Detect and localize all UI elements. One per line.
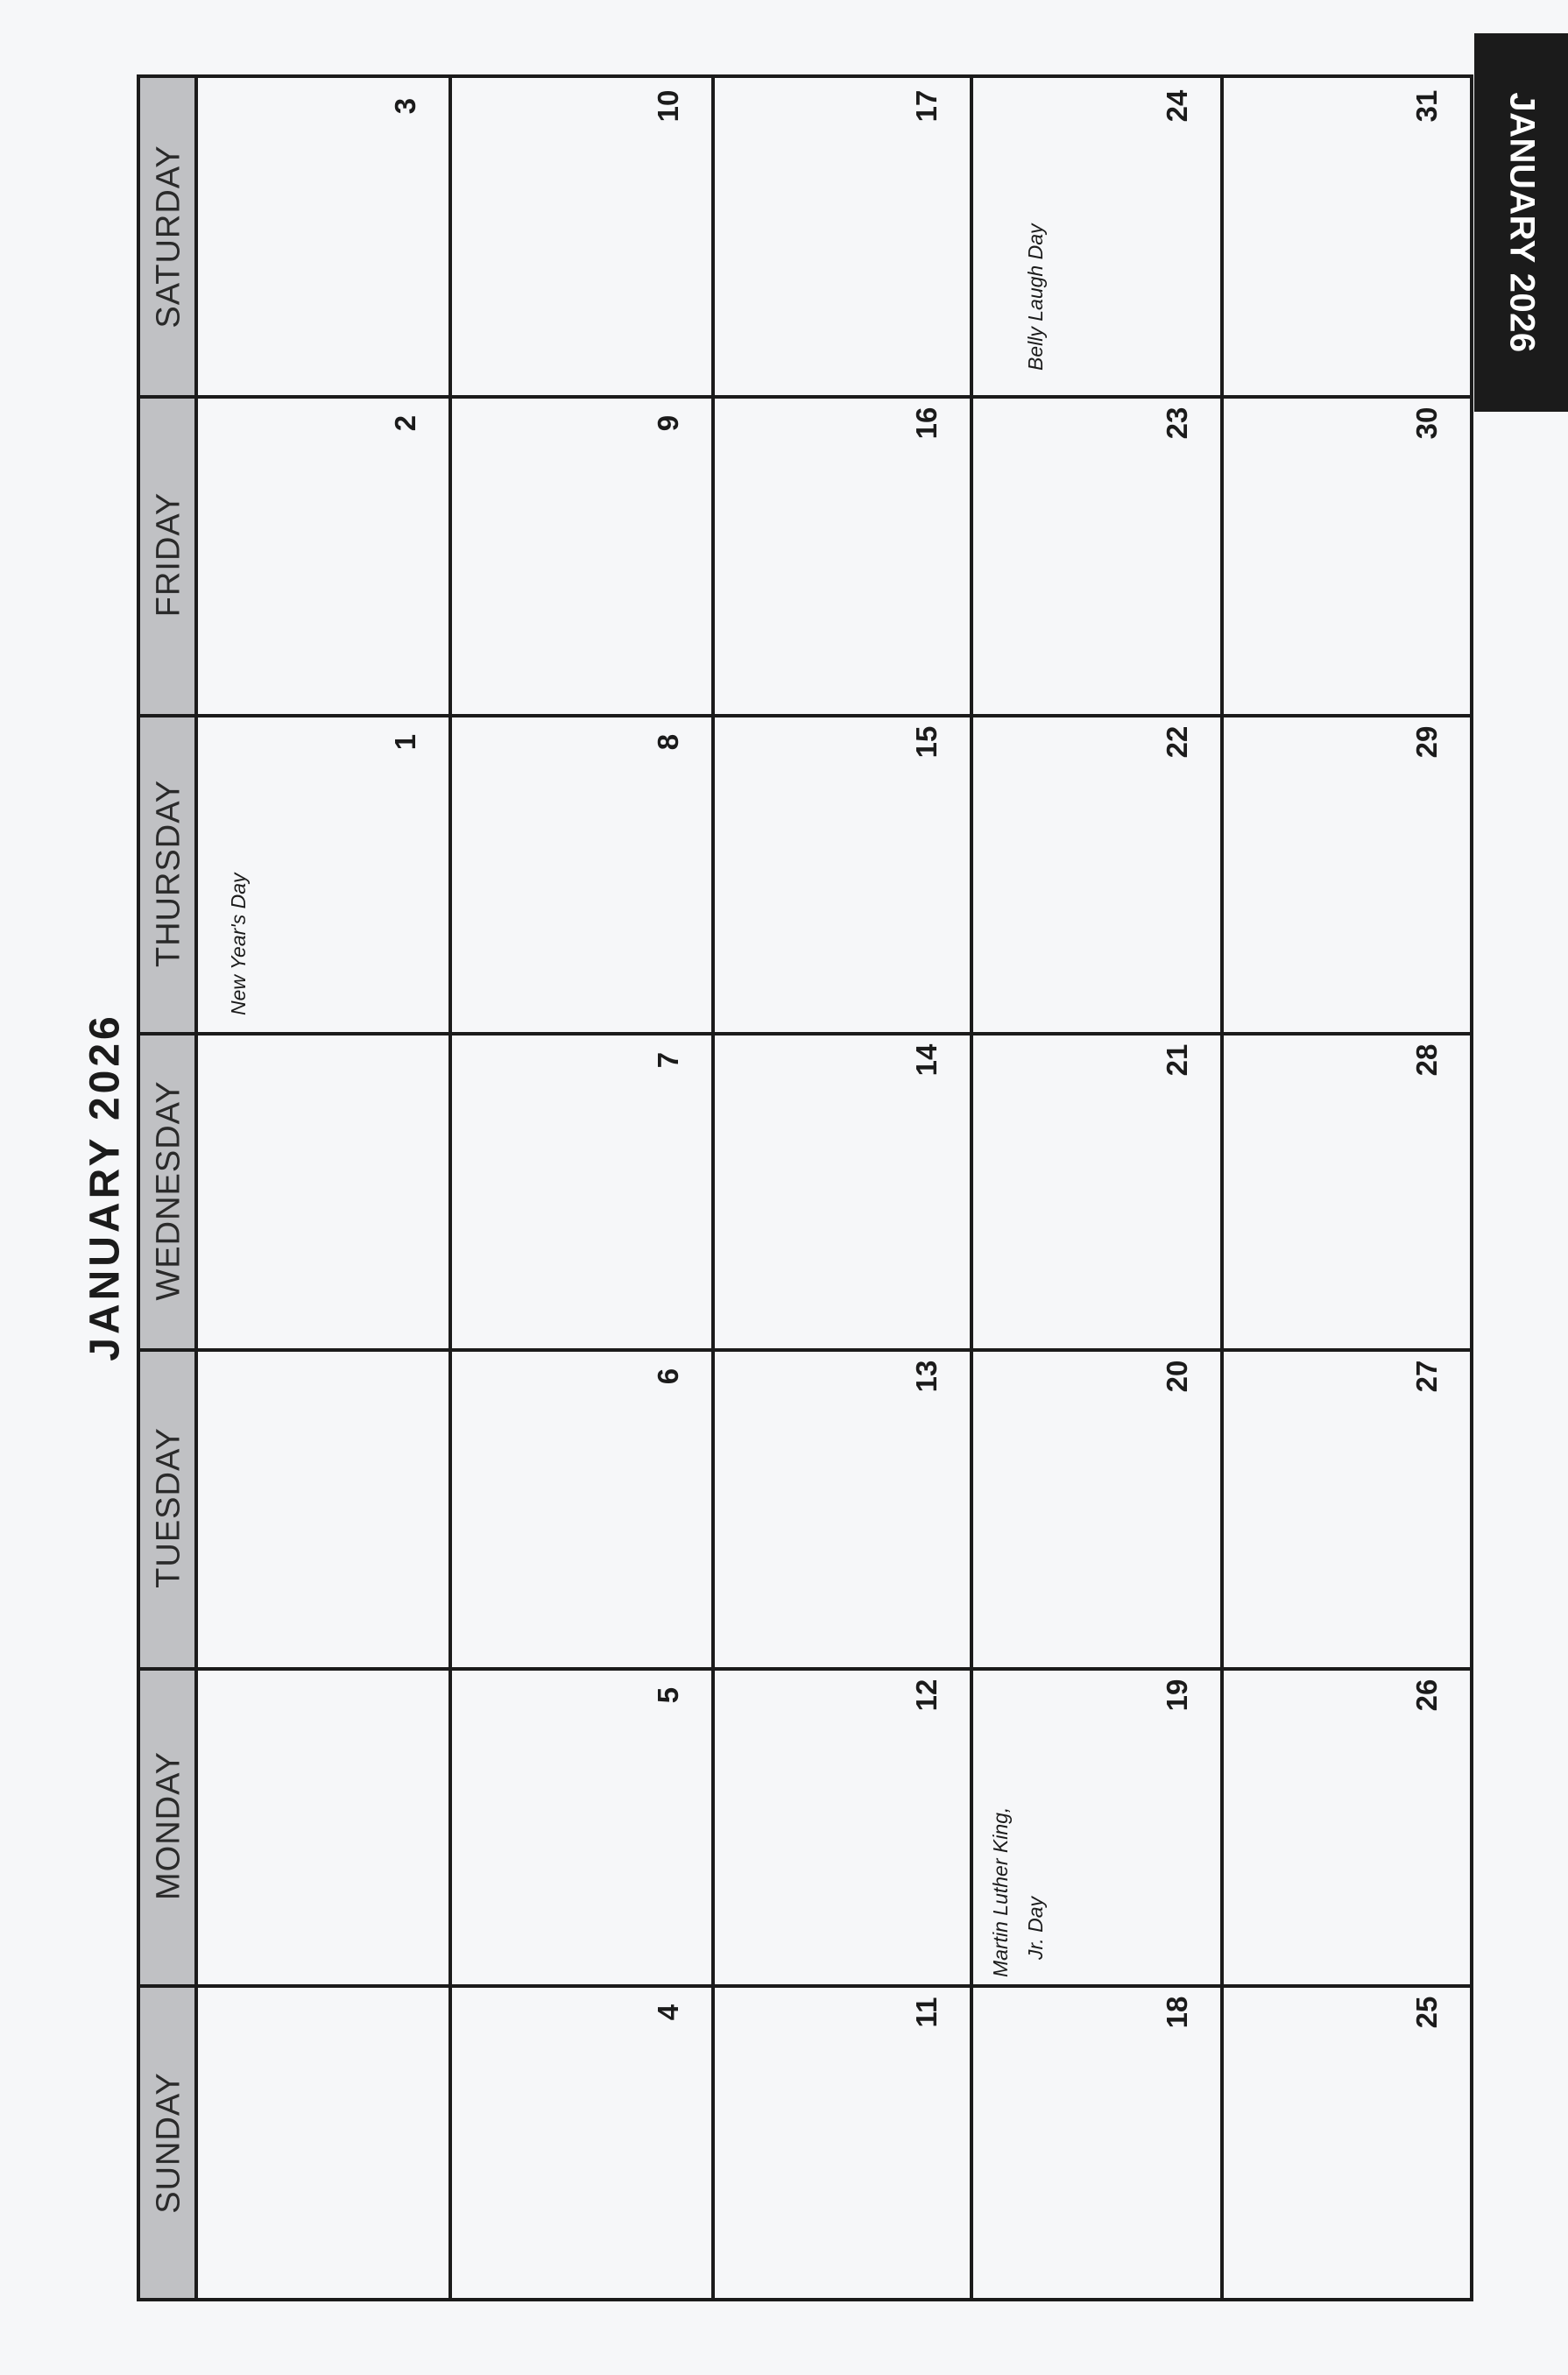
holiday-new-years-day: New Year's Day (227, 873, 250, 1015)
holiday-mlk-day-line1: Martin Luther King, (989, 1806, 1012, 1977)
day-cell-week3-saturday (715, 81, 970, 395)
day-cell-week1-friday (201, 399, 449, 714)
weekday-header-saturday: SATURDAY (150, 145, 187, 329)
weekday-header-friday: FRIDAY (150, 491, 187, 618)
day-cell-week5-sunday (1224, 1988, 1470, 2298)
day-number: 7 (652, 1051, 684, 1069)
day-cell-week2-thursday (452, 717, 711, 1032)
day-number: 16 (910, 406, 943, 440)
day-cell-week1-tuesday (201, 1352, 449, 1667)
day-cell-week4-thursday (973, 717, 1220, 1032)
day-cell-week2-saturday (452, 81, 711, 395)
day-number: 11 (910, 1997, 943, 2028)
holiday-belly-laugh-day: Belly Laugh Day (1024, 223, 1047, 371)
day-number: 12 (910, 1679, 943, 1712)
day-number: 29 (1410, 725, 1443, 759)
day-cell-week5-friday (1224, 399, 1470, 714)
day-cell-week5-tuesday (1224, 1352, 1470, 1667)
day-number: 6 (652, 1368, 684, 1385)
day-number: 17 (910, 89, 943, 123)
day-cell-week5-thursday (1224, 717, 1470, 1032)
page-title: JANUARY 2026 (81, 1013, 129, 1361)
day-number: 31 (1410, 89, 1443, 123)
day-cell-week4-saturday (973, 81, 1220, 395)
day-number: 1 (389, 733, 421, 751)
day-number: 21 (1161, 1043, 1193, 1077)
day-cell-week3-wednesday (715, 1036, 970, 1348)
day-number: 24 (1161, 89, 1193, 123)
day-cell-week3-thursday (715, 717, 970, 1032)
day-cell-week2-wednesday (452, 1036, 711, 1348)
day-cell-week1-monday (201, 1671, 449, 1984)
day-number: 18 (1161, 1996, 1193, 2029)
day-number: 22 (1161, 725, 1193, 759)
side-tab-label: JANUARY 2026 (1502, 92, 1541, 353)
day-number: 28 (1410, 1043, 1443, 1077)
day-number: 26 (1410, 1679, 1443, 1712)
day-number: 9 (652, 414, 684, 432)
day-number: 19 (1161, 1679, 1193, 1712)
weekday-header-thursday: THURSDAY (150, 779, 187, 968)
day-number: 8 (652, 733, 684, 751)
day-cell-week1-saturday (201, 81, 449, 395)
day-cell-week3-monday (715, 1671, 970, 1984)
day-cell-week2-friday (452, 399, 711, 714)
day-number: 20 (1161, 1360, 1193, 1393)
weekday-header-sunday: SUNDAY (150, 2072, 187, 2214)
day-number: 13 (910, 1360, 943, 1393)
day-cell-week3-tuesday (715, 1352, 970, 1667)
day-cell-week4-sunday (973, 1988, 1220, 2298)
day-cell-week4-wednesday (973, 1036, 1220, 1348)
day-number: 23 (1161, 406, 1193, 440)
day-number: 5 (652, 1686, 684, 1704)
month-side-tab (1474, 33, 1568, 412)
day-number: 3 (389, 97, 421, 115)
day-number: 10 (652, 89, 684, 123)
holiday-mlk-day-line2: Jr. Day (1024, 1897, 1047, 1960)
day-cell-week5-wednesday (1224, 1036, 1470, 1348)
day-number: 2 (389, 414, 421, 432)
calendar-grid (137, 74, 1473, 2301)
day-cell-week3-friday (715, 399, 970, 714)
day-number: 30 (1410, 406, 1443, 440)
day-cell-week5-saturday (1224, 81, 1470, 395)
day-cell-week4-friday (973, 399, 1220, 714)
weekday-header-tuesday: TUESDAY (150, 1427, 187, 1588)
day-cell-week4-tuesday (973, 1352, 1220, 1667)
day-cell-week2-tuesday (452, 1352, 711, 1667)
day-number: 27 (1410, 1360, 1443, 1393)
day-cell-week3-sunday (715, 1988, 970, 2298)
day-number: 14 (910, 1043, 943, 1077)
day-cell-week2-monday (452, 1671, 711, 1984)
day-number: 15 (910, 725, 943, 759)
day-cell-week2-sunday (452, 1988, 711, 2298)
weekday-header-wednesday: WEDNESDAY (150, 1080, 187, 1301)
day-cell-week1-wednesday (201, 1036, 449, 1348)
weekday-header-monday: MONDAY (150, 1751, 187, 1900)
day-cell-week1-sunday (201, 1988, 449, 2298)
day-number: 25 (1410, 1996, 1443, 2029)
day-number: 4 (652, 2004, 684, 2021)
day-cell-week5-monday (1224, 1671, 1470, 1984)
